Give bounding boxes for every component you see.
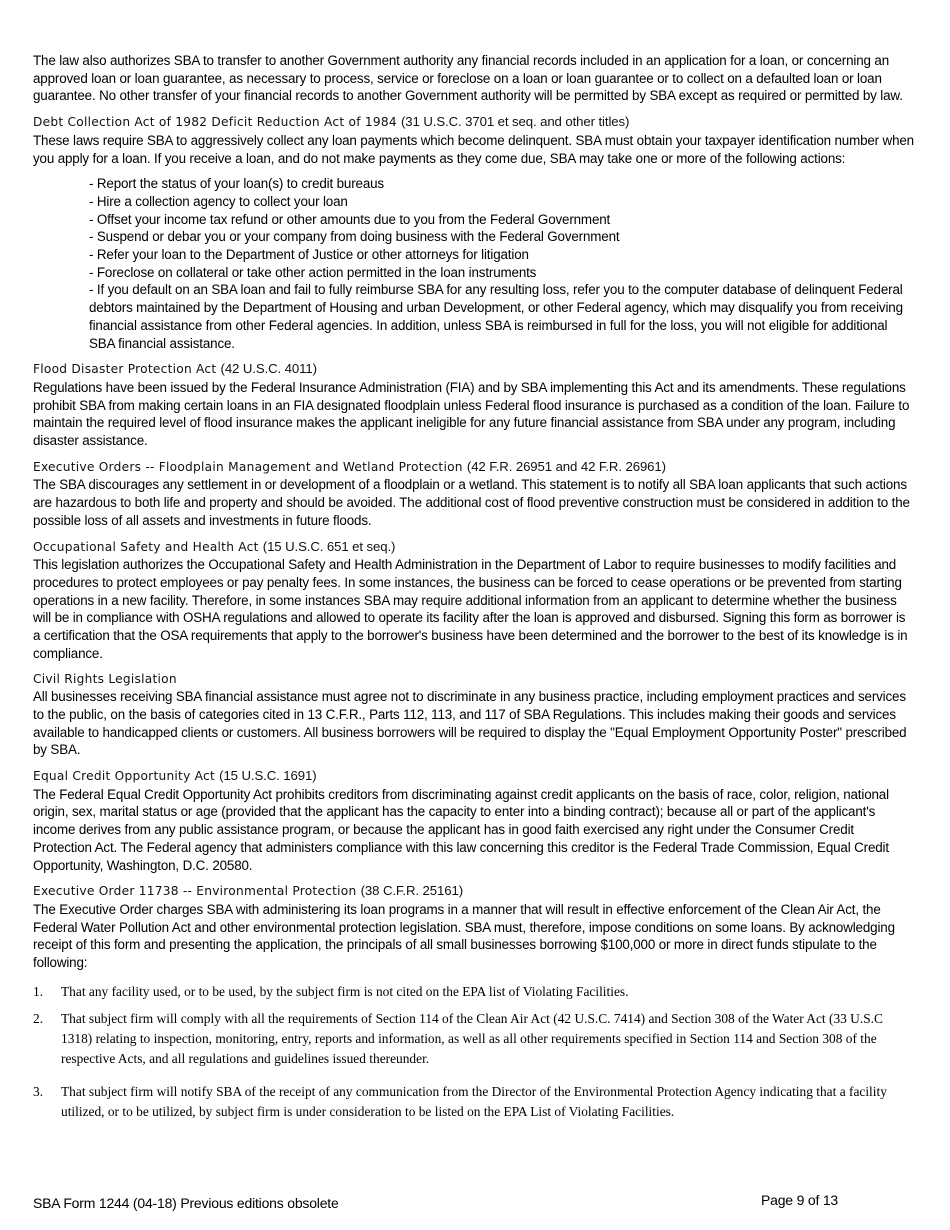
heading-citation: (42 U.S.C. 4011) — [220, 361, 317, 377]
section-body: The SBA discourages any settlement in or development of a floodplain or a wetland. This statement is to notify all SBA loan applicants that such actions are hazardous to both life and property and should be avoided. The additional cost of flood preventive construction must be considered in addition to the possible loss of all assets and investments in future floods. — [33, 477, 910, 528]
heading-citation: (38 C.F.R. 25161) — [360, 883, 464, 899]
list-item: - Report the status of your loan(s) to credit bureaus — [89, 176, 384, 192]
list-item: - Suspend or debar you or your company from doing business with the Federal Government — [89, 229, 620, 245]
stipulations-list — [33, 982, 915, 1122]
section-body: All businesses receiving SBA financial assistance must agree not to discriminate in any business practice, including employment practices and services to the public, on the basis of categories cited in 13 C.F.R., Parts 112, 113, and 117 of SBA Regulations. This includes making their goods and services available to handicapped clients or customers. All business borrowers will be required to display the "Equal Employment Opportunity Poster" prescribed by SBA. — [33, 689, 907, 758]
osha-section — [33, 538, 915, 663]
heading-citation: (15 U.S.C. 651 et seq.) — [262, 538, 396, 554]
heading-title: Executive Order 11738 -- Environmental Protection — [33, 884, 357, 899]
list-item: - Refer your loan to the Department of Justice or other attorneys for litigation — [89, 247, 529, 263]
section-body: These laws require SBA to aggressively collect any loan payments which become delinquent. SBA must obtain your taxpayer identification number when you apply for a loan. If you receive a loan, and do not make payments as they come due, SBA may take one or more of the following actions: — [33, 132, 914, 166]
list-item: - Foreclose on collateral or take other action permitted in the loan instruments — [89, 264, 537, 280]
heading-title: Civil Rights Legislation — [33, 671, 177, 686]
item-number: 3. — [33, 1084, 44, 1100]
heading-citation: (15 U.S.C. 1691) — [219, 768, 317, 784]
section-heading — [33, 360, 915, 379]
section-heading — [33, 538, 915, 557]
item-number: 1. — [33, 983, 44, 999]
document-page — [33, 52, 915, 1129]
civil-rights-section — [33, 671, 915, 760]
debt-collection-section — [33, 113, 915, 352]
heading-title: Executive Orders -- Floodplain Management and Wetland Protection — [33, 459, 463, 474]
item-number: 2. — [33, 1011, 44, 1027]
form-footer: SBA Form 1244 (04-18) Previous editions obsolete — [33, 1195, 339, 1211]
item-text: That any facility used, or to be used, by the subject firm is not cited on the EPA list of Violating Facilities. — [61, 983, 629, 999]
section-body: Regulations have been issued by the Federal Insurance Administration (FIA) and by SBA implementing this Act and its amendments. These regulations prohibit SBA from making certain loans in an FIA designated floodplain unless Federal flood insurance is purchased as a condition of the loan. Failure to maintain the required level of flood insurance makes the applicant ineligible for any future financial assistance from SBA under any program, including disaster assistance. — [33, 379, 910, 449]
environmental-section — [33, 882, 915, 1121]
item-text: That subject firm will comply with all the requirements of Section 114 of the Clean Air Act (42 U.S.C. 7414) and Section 308 of the Water Act (33 U.S.C 1318) relating to inspection, monitoring, entry, reports and information, as well as all other requirements specified in Section 114 and Section 308 of the respective Acts, and all regulations and guidelines issued thereunder. — [61, 1011, 883, 1066]
floodplain-section — [33, 458, 915, 530]
page-number: Page 9 of 13 — [761, 1192, 838, 1208]
heading-title: Occupational Safety and Health Act — [33, 539, 259, 554]
section-heading — [33, 671, 915, 689]
list-item: - If you default on an SBA loan and fail to fully reimburse SBA for any resulting loss, refer you to the computer database of delinquent Federal debtors maintained by the Department of Housing and urban Development, or other Federal agency, which may disqualify you from receiving financial assistance from other Federal agencies. In addition, unless SBA is reimbursed in full for the loss, you will not eligible for additional SBA financial assistance. — [89, 282, 903, 351]
flood-disaster-section — [33, 360, 915, 450]
section-body: The Federal Equal Credit Opportunity Act prohibits creditors from discriminating against credit applicants on the basis of race, color, religion, national origin, sex, marital status or age (provided that the applicant has the capacity to enter into a binding contract); because all or part of the applicant's income derives from any public assistance program, or because the applicant has in good faith exercised any right under the Consumer Credit Protection Act. The Federal agency that administers compliance with this law concerning this creditor is the Federal Trade Commission, Equal Credit Opportunity, Washington, D.C. 20580. — [33, 786, 889, 873]
heading-title: Debt Collection Act of 1982 Deficit Reduction Act of 1984 — [33, 115, 397, 130]
list-item — [33, 1009, 915, 1068]
section-body: The Executive Order charges SBA with administering its loan programs in a manner that will result in effective enforcement of the Clean Air Act, the Federal Water Pollution Act and other environmental protection legislation. SBA must, therefore, impose conditions on some loans. By acknowledging receipt of this form and presenting the application, the principals of all small businesses borrowing $100,000 or more in direct funds stipulate to the following: — [33, 901, 895, 971]
heading-citation: (42 F.R. 26951 and 42 F.R. 26961) — [466, 458, 666, 474]
collection-actions-list — [89, 175, 915, 352]
item-text: That subject firm will notify SBA of the receipt of any communication from the Director of the Environmental Protection Agency indicating that a facility utilized, or to be utilized, by subject firm is under consideration to be listed on the EPA List of Violating Facilities. — [61, 1084, 887, 1119]
section-heading — [33, 882, 915, 901]
list-item — [33, 1082, 915, 1121]
heading-citation: (31 U.S.C. 3701 et seq. and other titles) — [401, 114, 630, 130]
section-body: This legislation authorizes the Occupational Safety and Health Administration in the Department of Labor to require businesses to modify facilities and procedures to protect employees or pay penalty fees. In some instances, the business can be forced to cease operations or be prevented from starting operations in a new facility. Therefore, in some instances SBA may require additional information from an applicant to determine whether the business will be in compliance with OSHA regulations and allowed to operate its facility after the loan is approved and disbursed. Signing this form as borrower is a certification that the OSA requirements that apply to the borrower's business have been determined and the borrower to the best of its knowledge is in compliance. — [33, 557, 908, 661]
heading-title: Equal Credit Opportunity Act — [33, 769, 216, 784]
section-heading — [33, 113, 915, 132]
list-item: - Offset your income tax refund or other amounts due to you from the Federal Government — [89, 211, 611, 227]
section-heading — [33, 458, 915, 477]
equal-credit-section — [33, 767, 915, 874]
list-item: - Hire a collection agency to collect your loan — [89, 193, 348, 209]
intro-paragraph: The law also authorizes SBA to transfer to another Government authority any financial records included in an application for a loan, or concerning an approved loan or loan guarantee, as necessary to process, service or foreclose on a loan or loan guarantee or to collect on a defaulted loan or loan guarantee. No other transfer of your financial records to another Government authority will be permitted by SBA except as required or permitted by law. — [33, 53, 903, 104]
section-heading — [33, 767, 915, 786]
list-item — [33, 982, 915, 1002]
heading-title: Flood Disaster Protection Act — [33, 362, 217, 377]
